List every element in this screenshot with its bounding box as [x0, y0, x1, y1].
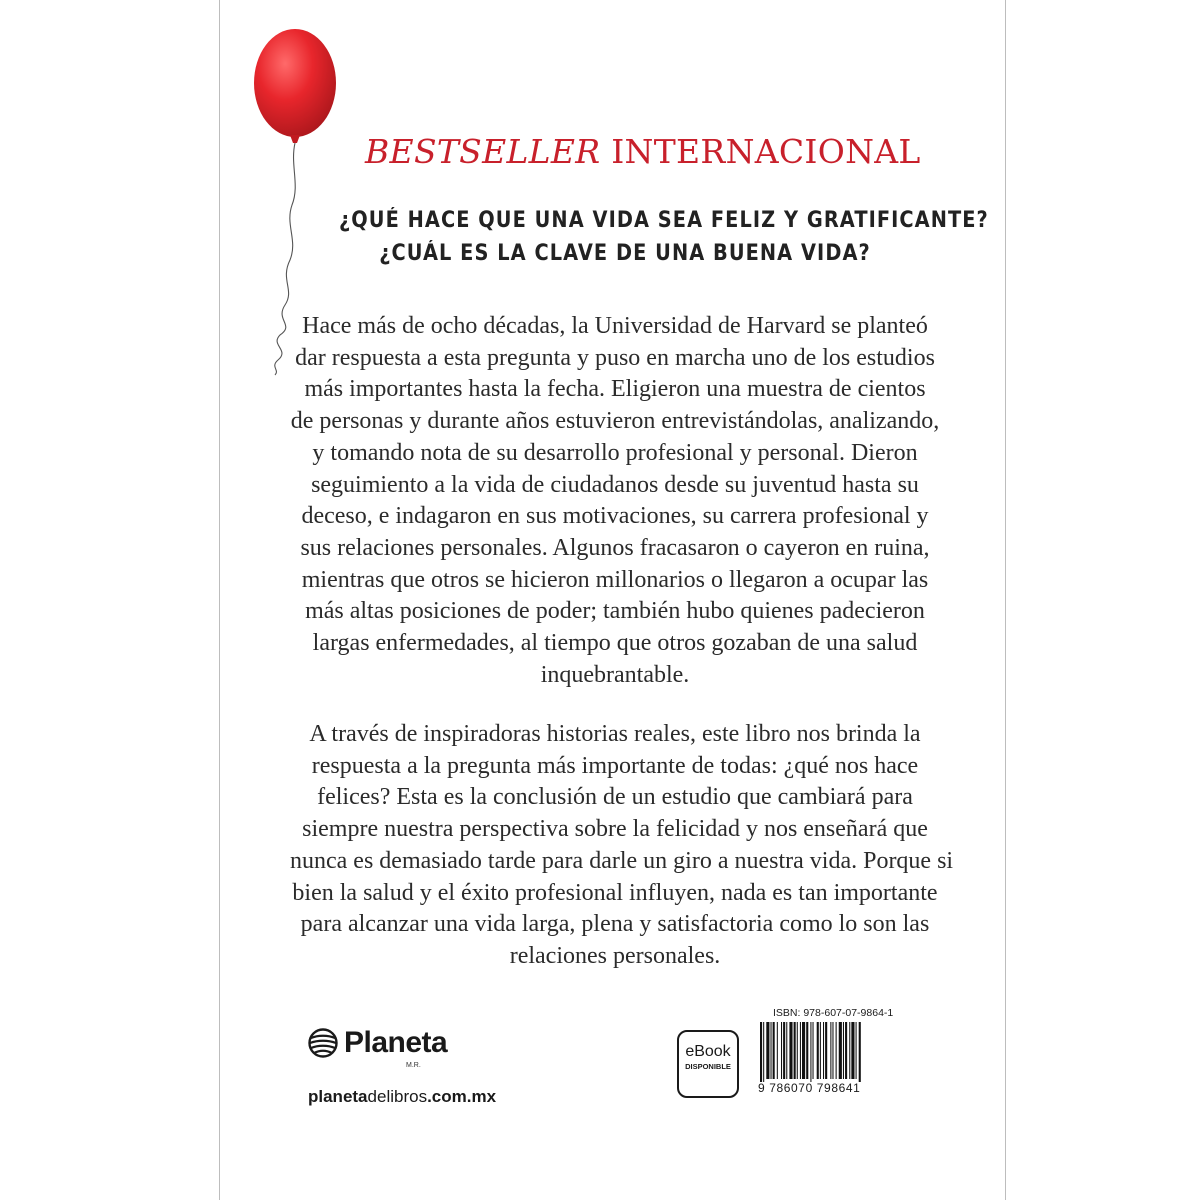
bestseller-banner	[365, 132, 921, 171]
synopsis-paragraph-2	[290, 719, 954, 973]
text-line: mientras que otros se hicieron millonarios o llegaron a ocupar las	[301, 566, 929, 593]
barcode-bar	[845, 1022, 847, 1079]
barcode-bar	[832, 1022, 833, 1079]
barcode-bar	[781, 1022, 782, 1079]
text-line: y tomando nota de su desarrollo profesional y personal. Dieron	[312, 439, 918, 466]
barcode-bar	[830, 1022, 831, 1079]
text-line: relaciones personales.	[509, 942, 721, 969]
barcode-bar	[836, 1022, 837, 1079]
barcode-bar	[760, 1022, 762, 1082]
bestseller-italic: BESTSELLER	[365, 132, 601, 171]
site-bold: planeta	[308, 1087, 368, 1106]
barcode-bar	[771, 1022, 772, 1079]
text-line: dar respuesta a esta pregunta y puso en marcha uno de los estudios	[295, 344, 935, 371]
text-line: nunca es demasiado tarde para darle un giro a nuestra vida. Porque si	[290, 847, 954, 874]
synopsis-paragraph-1	[290, 311, 940, 691]
ebook-label: eBook	[685, 1043, 731, 1060]
barcode-bar	[825, 1022, 827, 1079]
text-line: deceso, e indagaron en sus motivaciones, su carrera profesional y	[301, 503, 929, 530]
barcode-bar	[773, 1022, 775, 1079]
text-line: Hace más de ocho décadas, la Universidad de Harvard se planteó	[302, 313, 928, 339]
publisher-name: Planeta	[344, 1026, 448, 1059]
barcode-bar	[843, 1022, 844, 1079]
barcode-bar	[820, 1022, 821, 1079]
barcode-bar	[786, 1022, 787, 1079]
ebook-badge	[677, 1030, 739, 1098]
barcode-bar	[797, 1022, 798, 1079]
text-line: siempre nuestra perspectiva sobre la felicidad y nos enseñará que	[302, 816, 928, 843]
barcode-bar	[783, 1022, 785, 1079]
barcode-digits: 9 786070 798641	[758, 1081, 861, 1095]
site-mid: delibros	[367, 1087, 428, 1106]
headline-question-2: ¿CUÁL ES LA CLAVE DE UNA BUENA VIDA?	[379, 241, 871, 266]
site-end: .com.mx	[427, 1087, 497, 1106]
text-line: respuesta a la pregunta más importante de todas: ¿qué nos hace	[311, 752, 919, 779]
text-line: más importantes hasta la fecha. Eligieron una muestra de cientos	[304, 376, 926, 403]
headline-question-1: ¿QUÉ HACE QUE UNA VIDA SEA FELIZ Y GRATIFICANTE?	[339, 208, 989, 233]
barcode-bar	[813, 1022, 814, 1079]
barcode-bar	[802, 1022, 805, 1079]
barcode-bar	[839, 1022, 842, 1079]
text-line: felices? Esta es la conclusión de un estudio que cambiará para	[317, 784, 913, 811]
barcode-bar	[766, 1022, 769, 1079]
text-line: bien la salud y el éxito profesional influyen, nada es tan importante	[292, 879, 938, 906]
barcode-bar	[823, 1022, 824, 1079]
isbn-number: ISBN: 978-607-07-9864-1	[773, 1007, 894, 1019]
text-line: de personas y durante años estuvieron entrevistándolas, analizando,	[290, 408, 940, 435]
barcode-bar	[851, 1022, 854, 1079]
barcode-bar	[859, 1022, 861, 1082]
barcode-bar	[794, 1022, 796, 1079]
publisher-logo	[308, 1026, 447, 1060]
text-line: seguimiento a la vida de ciudadanos desde su juventud hasta su	[311, 471, 919, 498]
text-line: sus relaciones personales. Algunos fracasaron o cayeron en ruina,	[300, 534, 930, 561]
barcode-bar	[849, 1022, 850, 1079]
text-line: largas enfermedades, al tiempo que otros gozaban de una salud	[312, 630, 918, 657]
barcode-bar	[817, 1022, 819, 1079]
barcode-bar	[800, 1022, 801, 1079]
text-line: A través de inspiradoras historias reales, este libro nos brinda la	[309, 721, 921, 747]
barcode-icon	[758, 1022, 898, 1082]
barcode-bar	[789, 1022, 792, 1079]
barcode-bar	[763, 1022, 764, 1082]
globe-icon	[308, 1028, 338, 1058]
publisher-mark: M.R.	[406, 1062, 421, 1069]
barcode-bar	[777, 1022, 778, 1079]
publisher-website	[308, 1087, 496, 1107]
ebook-sub-label: DISPONIBLE	[685, 1062, 731, 1071]
text-line: inquebrantable.	[540, 661, 690, 688]
text-line: para alcanzar una vida larga, plena y satisfactoria como lo son las	[300, 911, 930, 938]
text-line: más altas posiciones de poder; también hubo quienes padecieron	[305, 598, 925, 625]
barcode-bar	[856, 1022, 857, 1079]
barcode-bar	[806, 1022, 808, 1079]
bestseller-rest: INTERNACIONAL	[611, 132, 921, 171]
barcode-bar	[810, 1022, 811, 1082]
